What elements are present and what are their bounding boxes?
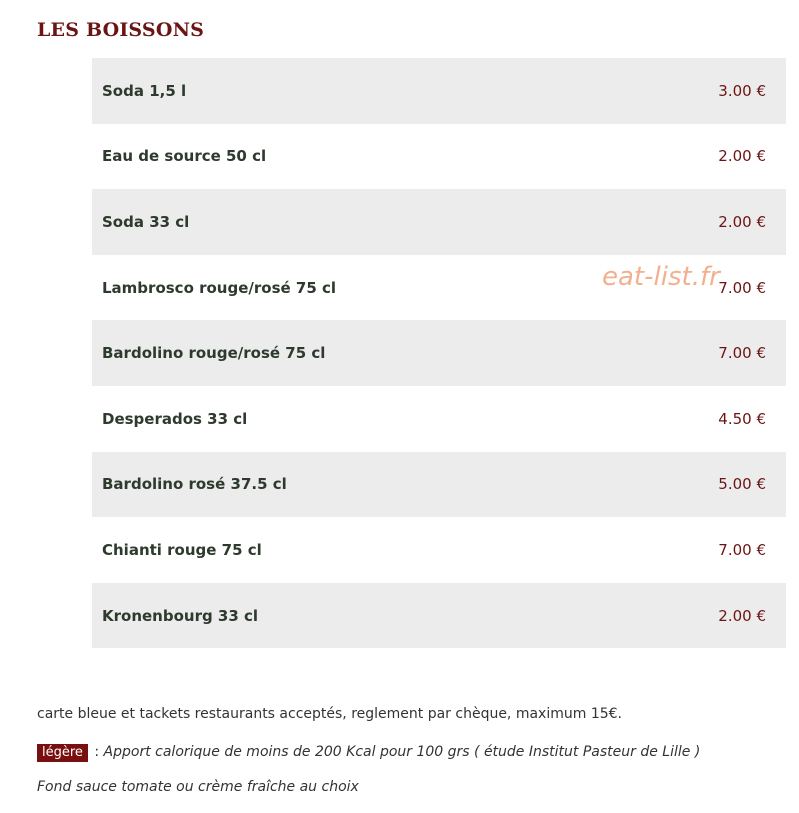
menu-item-row xyxy=(92,452,786,518)
menu-item-price: 2.00 € xyxy=(718,212,766,231)
menu-item-name: Lambrosco rouge/rosé 75 cl xyxy=(102,278,337,297)
watermark: eat-list.fr xyxy=(602,262,720,292)
legend-badge: légère xyxy=(37,744,88,762)
menu-item-row xyxy=(92,320,786,386)
legend-line xyxy=(37,744,700,762)
menu-item-price: 2.00 € xyxy=(718,147,766,166)
menu-item-price: 7.00 € xyxy=(718,344,766,363)
menu-item-row xyxy=(92,189,786,255)
menu-item-row xyxy=(92,58,786,124)
menu-item-row xyxy=(92,386,786,452)
payment-note: carte bleue et tackets restaurants acceptés, reglement par chèque, maximum 15€. xyxy=(37,706,622,722)
menu-item-name: Kronenbourg 33 cl xyxy=(102,606,259,625)
legend-separator: : xyxy=(94,744,100,760)
menu-item-name: Soda 33 cl xyxy=(102,212,190,231)
sauce-note: Fond sauce tomate ou crème fraîche au choix xyxy=(37,779,359,795)
menu-item-row xyxy=(92,124,786,190)
menu-item-row xyxy=(92,517,786,583)
menu-item-name: Chianti rouge 75 cl xyxy=(102,540,262,559)
menu-item-price: 4.50 € xyxy=(718,409,766,428)
menu-item-name: Bardolino rosé 37.5 cl xyxy=(102,475,287,494)
menu-item-price: 3.00 € xyxy=(718,81,766,100)
menu-item-row xyxy=(92,583,786,649)
menu-item-price: 5.00 € xyxy=(718,475,766,494)
menu-item-name: Soda 1,5 l xyxy=(102,81,187,100)
menu-item-name: Bardolino rouge/rosé 75 cl xyxy=(102,344,326,363)
drinks-menu-list xyxy=(92,58,786,648)
menu-item-price: 7.00 € xyxy=(718,278,766,297)
menu-item-row xyxy=(92,255,786,321)
menu-item-name: Desperados 33 cl xyxy=(102,409,248,428)
menu-item-price: 2.00 € xyxy=(718,606,766,625)
menu-item-name: Eau de source 50 cl xyxy=(102,147,267,166)
menu-item-price: 7.00 € xyxy=(718,540,766,559)
section-title: LES BOISSONS xyxy=(37,19,205,41)
legend-text: Apport calorique de moins de 200 Kcal pour 100 grs ( étude Institut Pasteur de Lille ) xyxy=(103,744,701,760)
